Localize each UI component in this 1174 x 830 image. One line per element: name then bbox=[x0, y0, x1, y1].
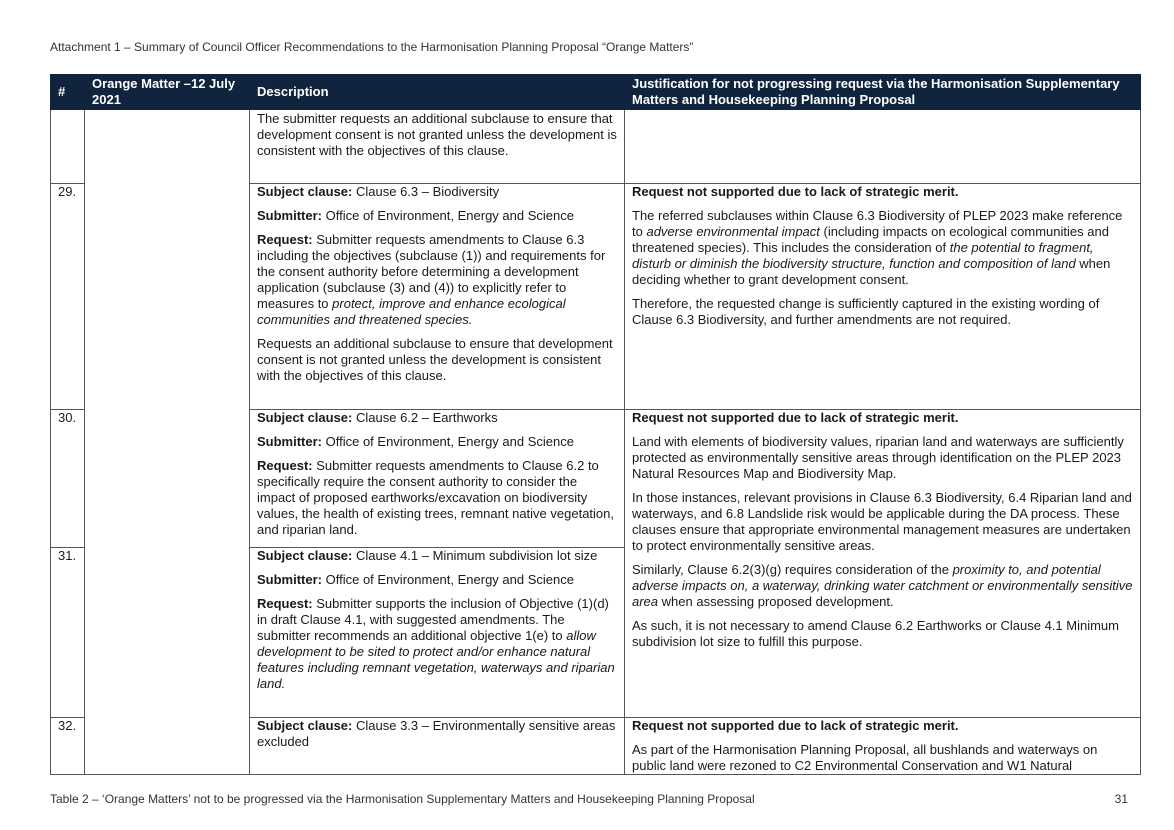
column-header-number: # bbox=[51, 75, 85, 110]
justification-text: As such, it is not necessary to amend Clause 6.2 Earthworks or Clause 4.1 Minimum subdivision lot size to fulfill this purpose. bbox=[632, 618, 1119, 649]
subject-value: Clause 4.1 – Minimum subdivision lot size bbox=[356, 548, 598, 563]
request-label: Request: bbox=[257, 596, 313, 611]
justification-emphasis: adverse environmental impact bbox=[646, 224, 820, 239]
description-cell bbox=[250, 110, 625, 184]
justification-text: when deciding whether to grant development consent. bbox=[632, 256, 1111, 287]
justification-text: when assessing proposed development. bbox=[658, 594, 894, 609]
description-cell bbox=[250, 184, 625, 410]
submitter-value: Office of Environment, Energy and Science bbox=[325, 572, 574, 587]
justification-text: The referred subclauses within Clause 6.3 Biodiversity of PLEP 2023 make reference to bbox=[632, 208, 1123, 239]
subject-value: Clause 6.3 – Biodiversity bbox=[356, 184, 500, 199]
description-cell bbox=[250, 410, 625, 548]
row-number: 31. bbox=[51, 548, 85, 718]
request-label: Request: bbox=[257, 458, 313, 473]
description-cell bbox=[250, 548, 625, 718]
subject-label: Subject clause: bbox=[257, 184, 353, 199]
request-label: Request: bbox=[257, 232, 313, 247]
justification-text: Similarly, Clause 6.2(3)(g) requires consideration of the bbox=[632, 562, 953, 577]
justification-emphasis: proximity to, and potential adverse impacts on, a waterway, drinking water catchment or environmentally sensitive area bbox=[632, 562, 1133, 609]
justification-heading: Request not supported due to lack of strategic merit. bbox=[632, 718, 959, 733]
orange-matters-table bbox=[50, 74, 1141, 775]
row-number-cell bbox=[51, 110, 85, 184]
justification-text: As part of the Harmonisation Planning Proposal, all bushlands and waterways on public land were rezoned to C2 Environmental Conservation and W1 Natural bbox=[632, 742, 1098, 773]
justification-emphasis: the potential to fragment, disturb or diminish the biodiversity structure, function and composition of land bbox=[632, 240, 1094, 271]
justification-cell bbox=[625, 110, 1141, 184]
table-caption: Table 2 – ‘Orange Matters’ not to be progressed via the Harmonisation Supplementary Matters and Housekeeping Planning Proposal bbox=[50, 792, 755, 806]
request-text: Submitter supports the inclusion of Objective (1)(d) in draft Clause 4.1, with suggested amendments. The submitter recommends an additional objective 1(e) to bbox=[257, 596, 609, 643]
orange-matter-cell bbox=[85, 110, 250, 775]
subject-value: Clause 6.2 – Earthworks bbox=[356, 410, 498, 425]
submitter-label: Submitter: bbox=[257, 572, 322, 587]
justification-text: Land with elements of biodiversity values, riparian land and waterways are sufficiently protected as environmentally sensitive areas through identification on the PLEP 2023 Natural Resources Map and Biodiversity Map. bbox=[632, 434, 1124, 481]
column-header-justification: Justification for not progressing request via the Harmonisation Supplementary Matters and Housekeeping Planning Proposal bbox=[625, 75, 1141, 110]
justification-heading: Request not supported due to lack of strategic merit. bbox=[632, 410, 959, 425]
request-emphasis: protect, improve and enhance ecological communities and threatened species. bbox=[257, 296, 566, 327]
submitter-value: Office of Environment, Energy and Science bbox=[325, 434, 574, 449]
submitter-label: Submitter: bbox=[257, 208, 322, 223]
justification-text: In those instances, relevant provisions in Clause 6.3 Biodiversity, 6.4 Riparian land and waterways, and 6.8 Landslide risk would be applicable during the DA process. These clauses ensure that appropriate environmental management measures are undertaken to protect environmentally sensitive areas. bbox=[632, 490, 1132, 553]
description-cell bbox=[250, 718, 625, 775]
justification-text: Therefore, the requested change is sufficiently captured in the existing wording of Clause 6.3 Biodiversity, and further amendments are not required. bbox=[632, 296, 1100, 327]
justification-text: (including impacts on ecological communities and threatened species). This includes the consideration of bbox=[632, 224, 1109, 255]
submitter-label: Submitter: bbox=[257, 434, 322, 449]
request-emphasis: allow development to be sited to protect and/or enhance natural features including remnant vegetation, waterways and riparian land. bbox=[257, 628, 615, 691]
request-extra: Requests an additional subclause to ensure that development consent is not granted unless the development is consistent with the objectives of this clause. bbox=[257, 336, 613, 383]
column-header-orange-matter: Orange Matter –12 July 2021 bbox=[85, 75, 250, 110]
column-header-description: Description bbox=[250, 75, 625, 110]
submitter-value: Office of Environment, Energy and Science bbox=[325, 208, 574, 223]
subject-value: Clause 3.3 – Environmentally sensitive areas excluded bbox=[257, 718, 616, 749]
subject-label: Subject clause: bbox=[257, 410, 353, 425]
description-text: The submitter requests an additional subclause to ensure that development consent is not granted unless the development is consistent with the objectives of this clause. bbox=[257, 111, 617, 158]
subject-label: Subject clause: bbox=[257, 718, 353, 733]
table-row bbox=[51, 110, 1141, 184]
table-header-row bbox=[51, 75, 1141, 110]
row-number: 32. bbox=[51, 718, 85, 775]
justification-cell bbox=[625, 718, 1141, 775]
request-text: Submitter requests amendments to Clause 6.3 including the objectives (subclause (1)) and requirements for the consent authority before determining a development application (subclause (3) and (4)) to explicitly refer to measures to bbox=[257, 232, 606, 311]
justification-heading: Request not supported due to lack of strategic merit. bbox=[632, 184, 959, 199]
request-text: Submitter requests amendments to Clause 6.2 to specifically require the consent authority to consider the impact of proposed earthworks/excavation on biodiversity values, the health of existing trees, remnant native vegetation, and riparian land. bbox=[257, 458, 614, 537]
justification-cell bbox=[625, 410, 1141, 718]
subject-label: Subject clause: bbox=[257, 548, 353, 563]
page-header: Attachment 1 – Summary of Council Officer Recommendations to the Harmonisation Planning Proposal “Orange Matters” bbox=[50, 40, 694, 54]
page-footer bbox=[50, 792, 1140, 806]
row-number: 30. bbox=[51, 410, 85, 548]
row-number: 29. bbox=[51, 184, 85, 410]
page-number: 31 bbox=[1114, 792, 1128, 806]
justification-cell bbox=[625, 184, 1141, 410]
